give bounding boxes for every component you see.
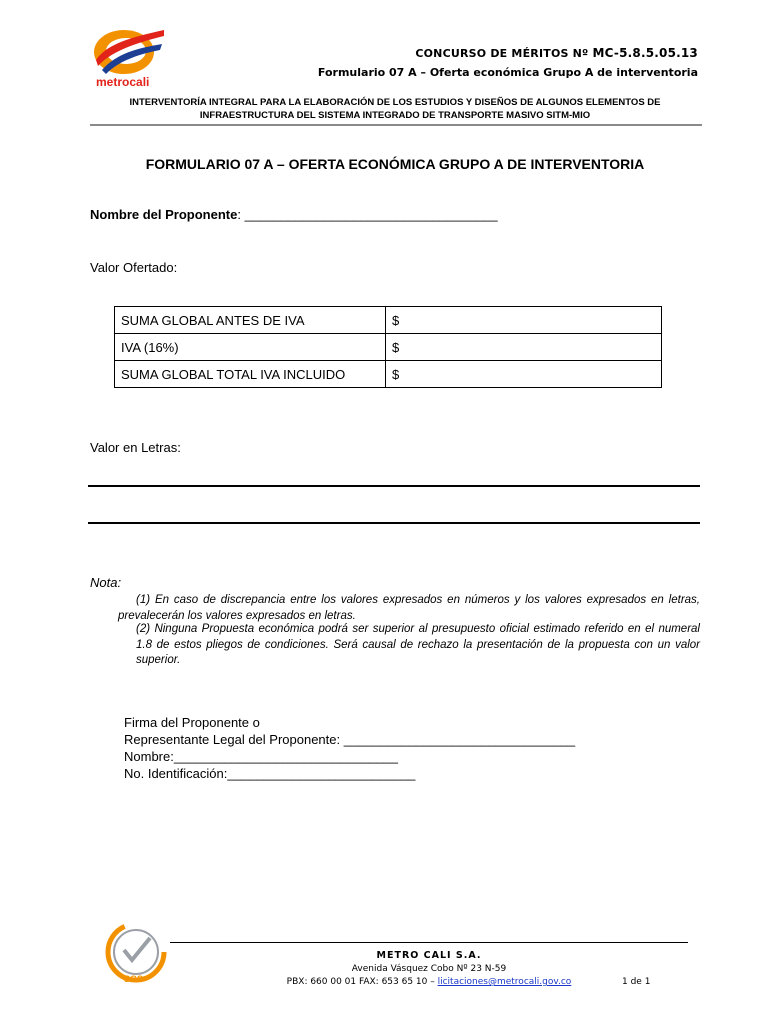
row-value[interactable]: $ [386,307,662,334]
signature-line-2[interactable]: Representante Legal del Proponente: ________________________________ [124,732,576,747]
signature-block [124,714,575,782]
footer-company: METRO CALI S.A. [376,950,482,961]
valor-letras-line-1[interactable] [88,485,700,487]
proponent-blank[interactable]: : ___________________________________ [237,207,498,222]
footer-address: Avenida Vásquez Cobo Nº 23 N-59 [351,964,507,974]
row-label: IVA (16%) [115,334,386,361]
table-row [115,307,662,334]
project-description [90,96,700,122]
row-label: SUMA GLOBAL ANTES DE IVA [115,307,386,334]
proponent-label: Nombre del Proponente [90,207,238,222]
project-line-2: INFRAESTRUCTURA DEL SISTEMA INTEGRADO DE TRANSPORTE MASIVO SITM-MIO [199,110,591,121]
metrocali-logo [88,22,168,92]
header-divider [90,124,702,126]
project-line-1: INTERVENTORÍA INTEGRAL PARA LA ELABORACIÓN DE LOS ESTUDIOS Y DISEÑOS DE ALGUNOS ELEMENTOS DE [129,97,661,108]
valor-letras-label: Valor en Letras: [90,440,181,455]
offer-table [114,306,662,388]
form-subtitle: Formulario 07 A – Oferta económica Grupo A de interventoria [317,66,698,79]
proponent-field[interactable] [90,207,498,222]
signature-name[interactable]: Nombre:_______________________________ [124,749,398,764]
row-label: SUMA GLOBAL TOTAL IVA INCLUIDO [115,361,386,388]
page-number: 1 de 1 [622,977,651,987]
footer-contact [170,977,688,987]
footer-phone-fax: PBX: 660 00 01 FAX: 653 65 10 – [286,977,438,987]
nota-label: Nota: [90,575,122,590]
footer-email-link[interactable]: licitaciones@metrocali.gov.co [437,977,572,987]
row-value[interactable]: $ [386,334,662,361]
nota-item-2: (2) Ninguna Propuesta económica podrá ser superior al presupuesto oficial estimado referido en el numeral 1.8 de estos pliegos de condiciones. Será causal de rechazo la presentación de la propuesta con un valor superior. [136,623,700,666]
valor-ofertado-label: Valor Ofertado: [90,260,178,275]
signature-id[interactable]: No. Identificación:__________________________ [124,766,416,781]
sgs-certification-icon [96,920,174,986]
page-title: FORMULARIO 07 A – OFERTA ECONÓMICA GRUPO A DE INTERVENTORIA [145,156,645,172]
contest-label: CONCURSO DE MÉRITOS Nº [415,47,589,60]
valor-letras-line-2[interactable] [88,522,700,524]
nota-item-1: (1) En caso de discrepancia entre los valores expresados en números y los valores expresados en letras, prevalecerán los valores expresados en letras. [118,594,700,622]
signature-line-1: Firma del Proponente o [124,715,260,730]
contest-header [415,46,698,60]
table-row [115,361,662,388]
sgs-text: SGS [124,974,144,984]
row-value[interactable]: $ [386,361,662,388]
contest-code: MC-5.8.5.05.13 [592,46,698,60]
table-row [115,334,662,361]
logo-text: metrocali [96,75,150,89]
footer-divider [170,942,688,943]
